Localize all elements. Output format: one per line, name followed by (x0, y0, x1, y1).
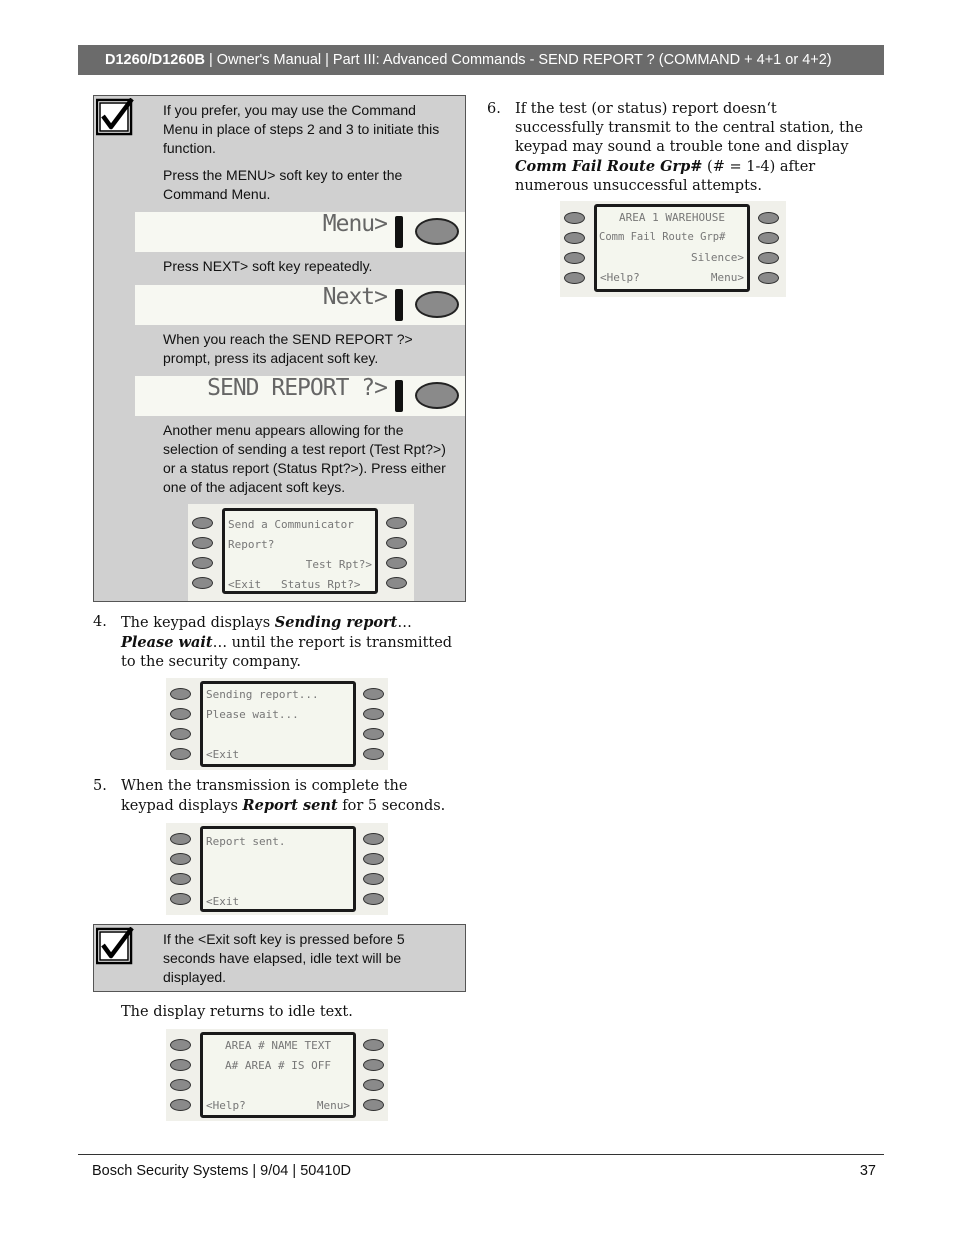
note-paragraph: Press the MENU> soft key to enter the Command Menu. (163, 167, 403, 202)
note-paragraph: If the <Exit soft key is pressed before 5 seconds have elapsed, idle text will be displayed. (163, 931, 405, 985)
screen-line-3: Test Rpt?> (305, 558, 372, 571)
soft-key[interactable] (170, 1079, 191, 1091)
soft-key[interactable] (192, 557, 213, 569)
soft-key[interactable] (363, 1039, 384, 1051)
next-softkey-strip (135, 285, 465, 325)
soft-key[interactable] (758, 232, 779, 244)
soft-key[interactable] (170, 1099, 191, 1111)
soft-key[interactable] (758, 252, 779, 264)
emphasis-text: Sending report (274, 614, 398, 631)
soft-key[interactable] (564, 252, 585, 264)
softkey-indicator-bar (395, 216, 403, 248)
soft-key[interactable] (386, 537, 407, 549)
soft-key[interactable] (192, 577, 213, 589)
soft-key[interactable] (363, 893, 384, 905)
soft-key[interactable] (170, 708, 191, 720)
soft-key[interactable] (363, 748, 384, 760)
screen-line-3: Silence> (691, 251, 744, 264)
keypad-display-sending (166, 678, 388, 770)
footer-publisher: Bosch Security Systems | 9/04 | 50410D (92, 1163, 351, 1179)
idle-text: The display returns to idle text. (121, 1004, 353, 1020)
screen-line-1: Report sent. (206, 835, 286, 848)
page-number: 37 (859, 1163, 876, 1179)
screen-line-1: Sending report... (206, 688, 319, 701)
soft-key[interactable] (363, 1059, 384, 1071)
screen-line-2: Comm Fail Route Grp# (599, 231, 726, 243)
keypad-screen (200, 1032, 356, 1118)
text-run: … (397, 615, 412, 631)
soft-key[interactable] (170, 688, 191, 700)
menu-softkey-strip (135, 212, 465, 252)
soft-key[interactable] (758, 212, 779, 224)
emphasis-text: Please wait (121, 634, 213, 651)
strip-label: Next> (322, 284, 387, 310)
text-run: When the transmission is complete the keypad displays (121, 778, 408, 814)
keypad-screen (594, 204, 750, 292)
screen-line-1: AREA # NAME TEXT (225, 1039, 331, 1052)
keypad-display-idle (166, 1029, 388, 1121)
screen-line-1: AREA 1 WAREHOUSE (619, 211, 725, 224)
send-report-soft-key[interactable] (415, 382, 459, 409)
menu-soft-key[interactable] (415, 218, 459, 245)
footer-divider (78, 1154, 884, 1155)
soft-key[interactable] (386, 517, 407, 529)
screen-line-4-right: Menu> (316, 1099, 350, 1112)
soft-key[interactable] (170, 893, 191, 905)
soft-key[interactable] (564, 232, 585, 244)
soft-key[interactable] (170, 873, 191, 885)
soft-key[interactable] (170, 1039, 191, 1051)
soft-key[interactable] (170, 748, 191, 760)
note-paragraph: If you prefer, you may use the Command Menu in place of steps 2 and 3 to initiate this function. (163, 102, 440, 156)
keypad-display-send-communicator (188, 504, 414, 601)
soft-key[interactable] (170, 728, 191, 740)
soft-key[interactable] (363, 1079, 384, 1091)
soft-key[interactable] (363, 873, 384, 885)
note-paragraph: When you reach the SEND REPORT ?> prompt, press its adjacent soft key. (163, 331, 413, 366)
screen-line-2: Please wait... (206, 708, 299, 721)
screen-line-4: <Exit Status Rpt?> (228, 578, 361, 591)
soft-key[interactable] (363, 688, 384, 700)
note-box-command-menu (93, 95, 466, 602)
screen-line-2: Report? (228, 538, 275, 551)
soft-key[interactable] (363, 853, 384, 865)
text-run: If the test (or status) report doesn‘t successfully transmit to the central station, the keypad may sound a trouble tone and display (515, 101, 863, 155)
keypad-screen (200, 826, 356, 912)
soft-key[interactable] (386, 577, 407, 589)
screen-line-4-left: <Help? (600, 271, 640, 284)
soft-key[interactable] (564, 212, 585, 224)
text-run: (# = 1-4) after numerous unsuccessful attempts. (515, 159, 816, 194)
soft-key[interactable] (170, 833, 191, 845)
screen-line-4: <Exit (206, 895, 240, 908)
step-4-text (121, 613, 461, 672)
note-paragraph: Press NEXT> soft key repeatedly. (163, 258, 373, 274)
checkbox-note-icon (96, 98, 134, 136)
softkey-indicator-bar (395, 380, 403, 412)
screen-line-2: A# AREA # IS OFF (225, 1059, 331, 1072)
soft-key[interactable] (386, 557, 407, 569)
emphasis-text: Comm Fail Route Grp# (515, 158, 703, 175)
screen-line-4: <Exit (206, 748, 240, 761)
keypad-screen (200, 681, 356, 767)
checkbox-note-icon (96, 927, 134, 965)
softkey-indicator-bar (395, 289, 403, 321)
soft-key[interactable] (192, 517, 213, 529)
screen-line-1: Send a Communicator (228, 518, 354, 531)
screen-line-4-left: <Help? (206, 1099, 246, 1112)
keypad-display-report-sent (166, 823, 388, 915)
soft-key[interactable] (363, 833, 384, 845)
soft-key[interactable] (170, 853, 191, 865)
page-header (78, 45, 884, 75)
header-model: D1260/D1260B (105, 52, 205, 68)
note-paragraph: Another menu appears allowing for the selection of sending a test report (Test Rpt?>) or a status report (Status Rpt?>). Press either one of the adjacent soft keys. (163, 422, 446, 495)
keypad-screen (222, 508, 378, 594)
step-number: 5. (93, 778, 107, 794)
text-run: … until the report is transmitted to the security company. (121, 635, 453, 670)
keypad-display-comm-fail (560, 201, 786, 297)
soft-key[interactable] (363, 1099, 384, 1111)
strip-label: Menu> (322, 211, 387, 237)
soft-key[interactable] (170, 1059, 191, 1071)
soft-key[interactable] (564, 272, 585, 284)
soft-key[interactable] (758, 272, 779, 284)
step-number: 6. (487, 101, 501, 117)
note-box-exit (93, 924, 466, 992)
step-5-text (121, 777, 461, 816)
strip-label: SEND REPORT ?> (207, 375, 387, 401)
screen-line-4-right: Menu> (710, 271, 744, 284)
next-soft-key[interactable] (415, 291, 459, 318)
emphasis-text: Report sent (242, 797, 338, 814)
step-6-text (515, 100, 867, 196)
header-title: | Owner's Manual | Part III: Advanced Commands - SEND REPORT ? (COMMAND + 4+1 or 4+2) (204, 52, 832, 68)
send-report-softkey-strip (135, 376, 465, 416)
step-number: 4. (93, 614, 107, 630)
soft-key[interactable] (363, 708, 384, 720)
soft-key[interactable] (192, 537, 213, 549)
text-run: for 5 seconds. (337, 798, 446, 814)
soft-key[interactable] (363, 728, 384, 740)
text-run: The keypad displays (121, 615, 275, 631)
